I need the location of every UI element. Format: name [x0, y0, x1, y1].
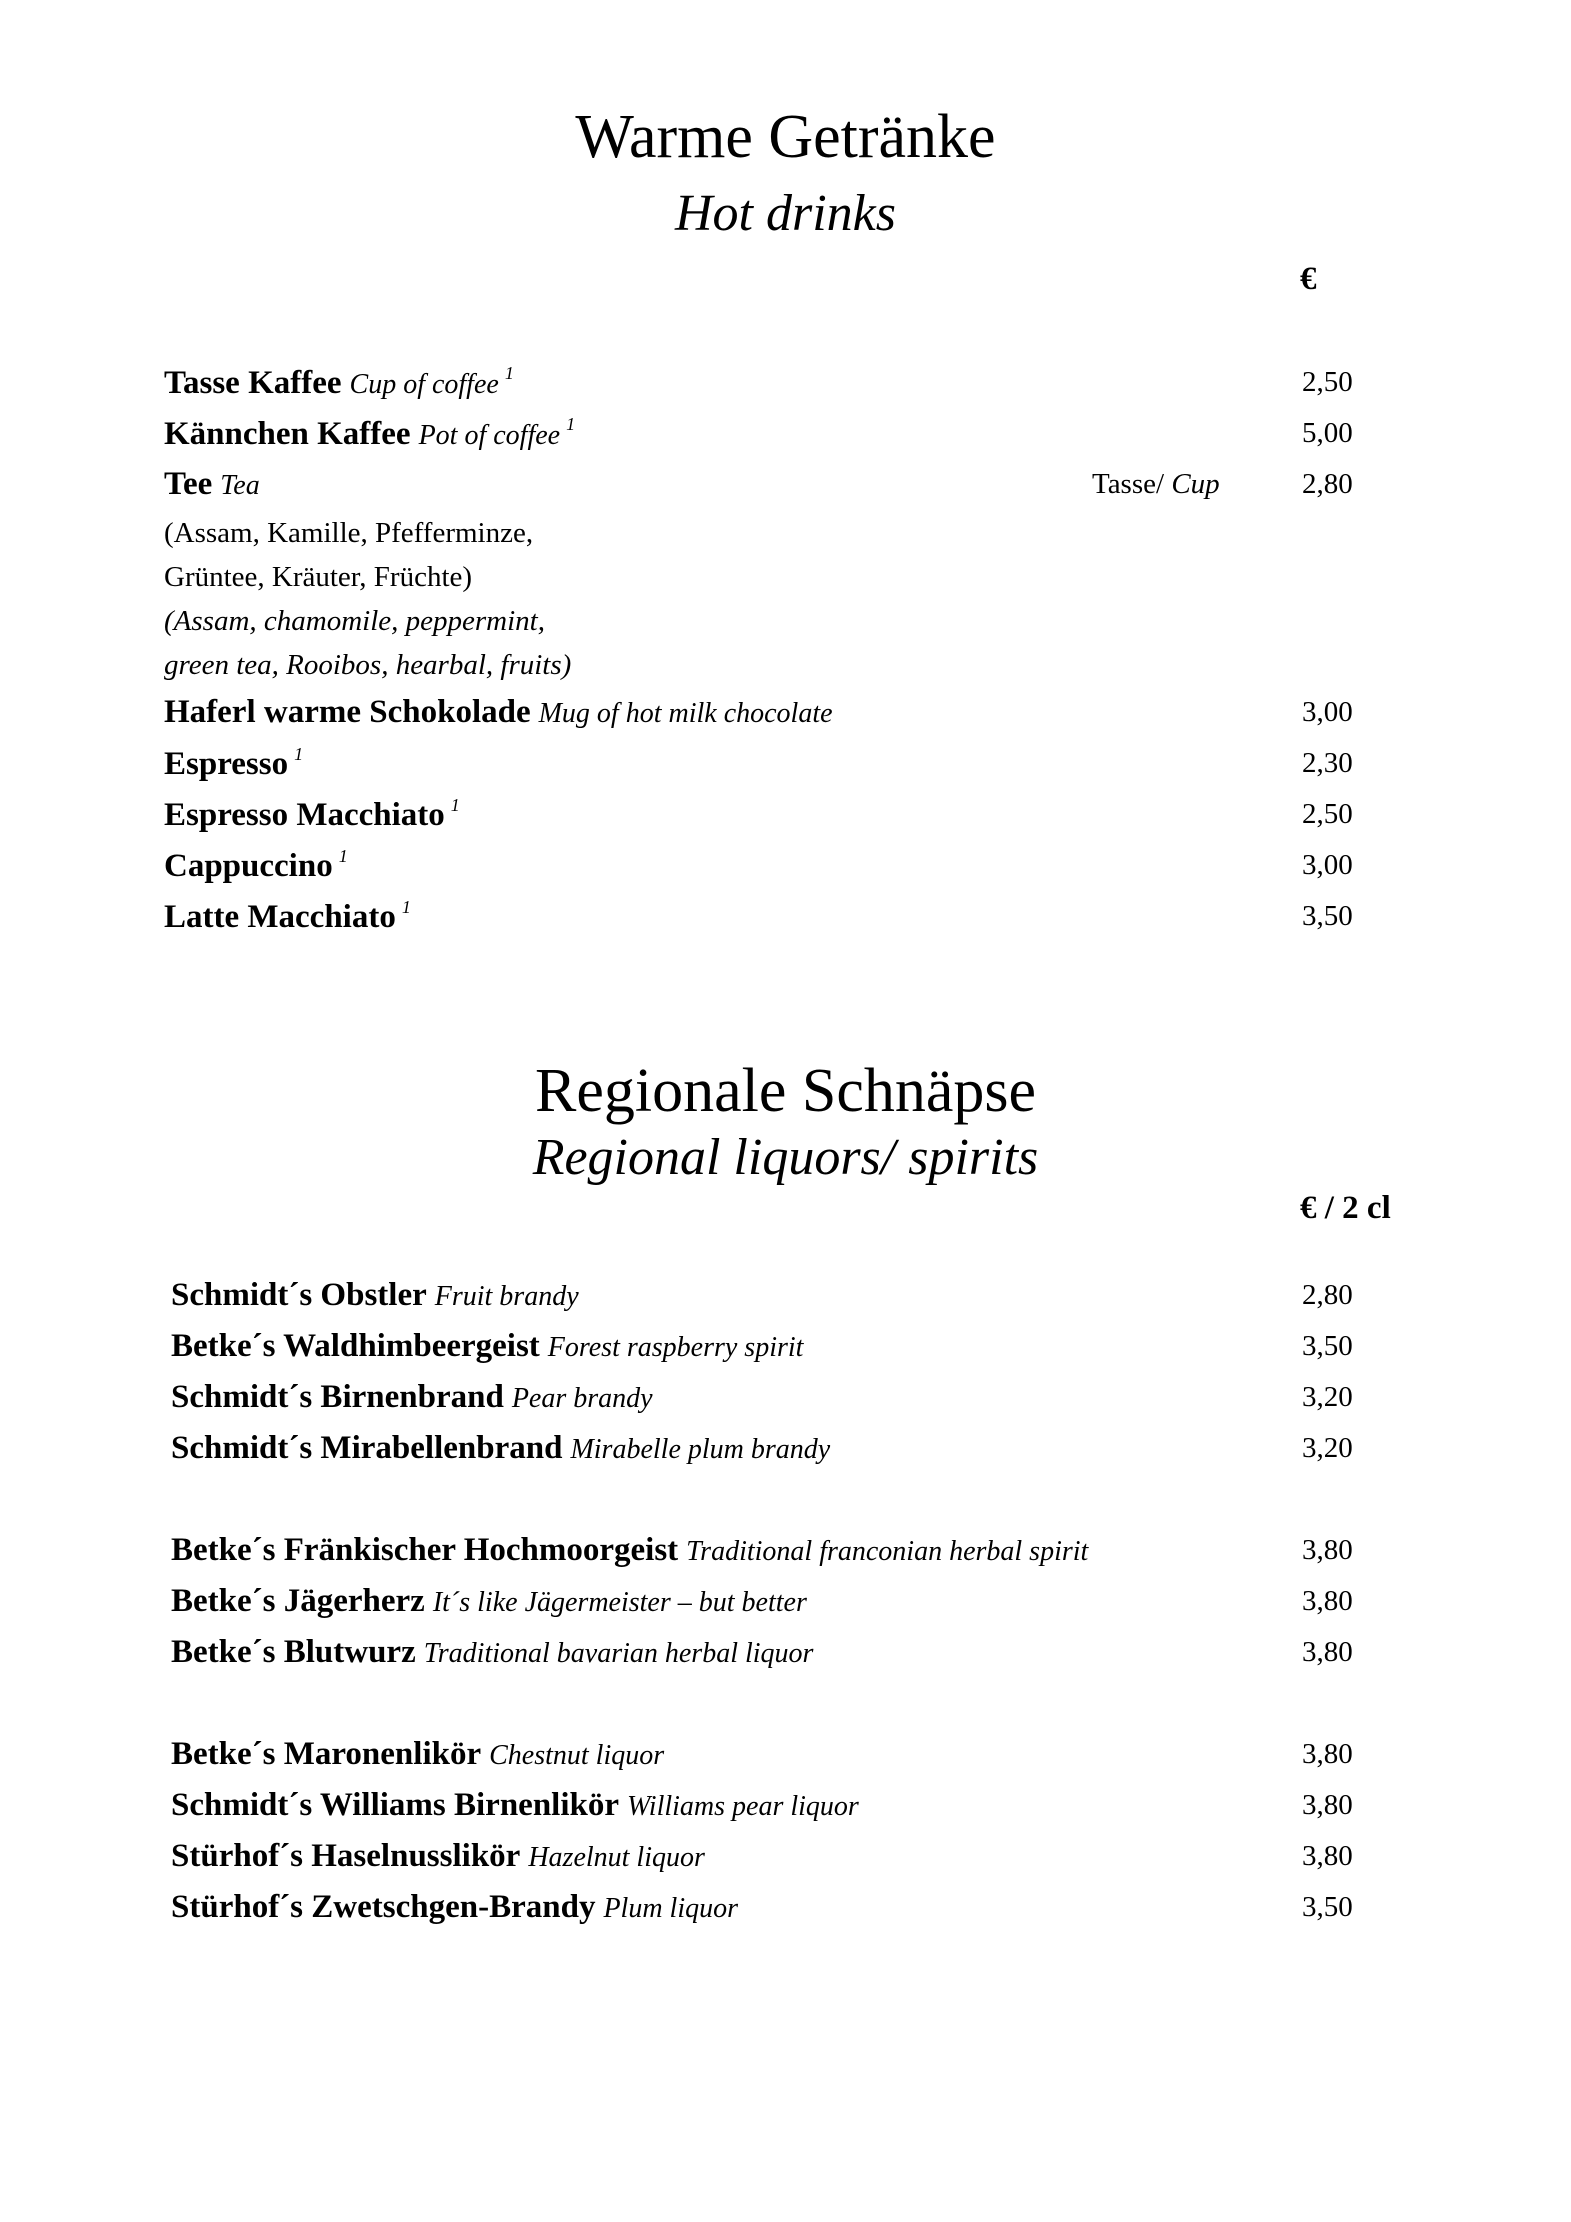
item-price: 3,80 — [1302, 1840, 1353, 1872]
footnote-marker: 1 — [401, 897, 411, 917]
item-name: Latte Macchiato — [164, 899, 396, 935]
footnote-marker: 1 — [566, 414, 576, 434]
item-name: Tee — [164, 466, 213, 502]
spirits-currency: € / 2 cl — [1300, 1190, 1391, 1226]
item-translation: Forest raspberry spirit — [547, 1332, 804, 1363]
menu-item — [0, 1840, 1571, 1884]
menu-item — [0, 1636, 1571, 1680]
hot-drinks-subtitle: Hot drinks — [675, 185, 896, 242]
item-name: Espresso — [164, 746, 289, 782]
tea-varieties-en: (Assam, chamomile, peppermint, — [164, 605, 545, 637]
item-translation: Pear brandy — [511, 1383, 653, 1414]
menu-item — [0, 744, 1571, 791]
spirits-title: Regionale Schnäpse — [534, 1057, 1037, 1125]
menu-item — [0, 696, 1571, 740]
item-price: 2,80 — [1302, 1279, 1353, 1311]
item-price: 3,80 — [1302, 1738, 1353, 1770]
item-price: 3,50 — [1302, 1891, 1353, 1923]
menu-item — [0, 1585, 1571, 1629]
item-translation: Traditional franconian herbal spirit — [686, 1536, 1089, 1567]
item-price: 3,00 — [1302, 849, 1353, 881]
footnote-marker: 1 — [294, 744, 304, 764]
item-price: 2,50 — [1302, 798, 1353, 830]
item-translation: It´s like Jägermeister – but better — [432, 1587, 807, 1618]
item-translation: Chestnut liquor — [489, 1740, 665, 1771]
menu-item — [0, 1330, 1571, 1374]
item-name: Betke´s Blutwurz — [171, 1634, 416, 1670]
hot-drinks-currency: € — [1300, 261, 1317, 297]
item-price: 2,50 — [1302, 366, 1353, 398]
item-name: Schmidt´s Mirabellenbrand — [171, 1430, 563, 1466]
item-name: Betke´s Maronenlikör — [171, 1736, 482, 1772]
footnote-marker: 1 — [338, 846, 348, 866]
menu-item — [0, 1432, 1571, 1476]
spirits-subtitle: Regional liquors/ spirits — [532, 1129, 1039, 1186]
item-translation: Pot of coffee — [418, 420, 561, 451]
item-price: 3,80 — [1302, 1585, 1353, 1617]
tea-varieties-de: Grüntee, Kräuter, Früchte) — [164, 561, 473, 593]
menu-item — [0, 795, 1571, 842]
item-translation: Mug of hot milk chocolate — [538, 698, 833, 729]
item-name: Stürhof´s Haselnusslikör — [171, 1838, 521, 1874]
item-translation: Williams pear liquor — [627, 1791, 859, 1822]
item-translation: Plum liquor — [603, 1893, 739, 1924]
item-name: Schmidt´s Williams Birnenlikör — [171, 1787, 620, 1823]
item-translation: Fruit brandy — [434, 1281, 579, 1312]
menu-item — [0, 1381, 1571, 1425]
item-price: 2,30 — [1302, 747, 1353, 779]
menu-item — [0, 468, 1571, 512]
item-name: Betke´s Jägerherz — [171, 1583, 425, 1619]
menu-item — [0, 1738, 1571, 1782]
menu-item — [0, 363, 1571, 410]
item-name: Betke´s Fränkischer Hochmoorgeist — [171, 1532, 679, 1568]
item-price: 3,50 — [1302, 1330, 1353, 1362]
item-price: 3,80 — [1302, 1636, 1353, 1668]
hot-drinks-title: Warme Getränke — [575, 103, 996, 171]
menu-item — [0, 897, 1571, 944]
item-price: 3,80 — [1302, 1789, 1353, 1821]
item-price: 5,00 — [1302, 417, 1353, 449]
item-name: Cappuccino — [164, 848, 333, 884]
item-translation: Mirabelle plum brandy — [570, 1434, 831, 1465]
item-translation: Hazelnut liquor — [528, 1842, 705, 1873]
item-name: Schmidt´s Obstler — [171, 1277, 427, 1313]
menu-item — [0, 846, 1571, 893]
item-name: Betke´s Waldhimbeergeist — [171, 1328, 540, 1364]
item-price: 3,00 — [1302, 696, 1353, 728]
menu-item — [0, 414, 1571, 461]
item-name: Stürhof´s Zwetschgen-Brandy — [171, 1889, 596, 1925]
footnote-marker: 1 — [504, 363, 514, 383]
item-name: Espresso Macchiato — [164, 797, 445, 833]
tea-varieties-de: (Assam, Kamille, Pfefferminze, — [164, 517, 534, 549]
item-translation: Cup of coffee — [349, 369, 499, 400]
item-name: Tasse Kaffee — [164, 365, 342, 401]
item-price: 3,80 — [1302, 1534, 1353, 1566]
tea-varieties-en: green tea, Rooibos, hearbal, fruits) — [164, 649, 572, 681]
item-name: Kännchen Kaffee — [164, 416, 411, 452]
item-price: 2,80 — [1302, 468, 1353, 500]
item-name: Schmidt´s Birnenbrand — [171, 1379, 504, 1415]
serving-size: Tasse/ Cup — [1092, 468, 1220, 500]
menu-item — [0, 1279, 1571, 1323]
item-price: 3,20 — [1302, 1432, 1353, 1464]
item-price: 3,50 — [1302, 900, 1353, 932]
footnote-marker: 1 — [450, 795, 460, 815]
menu-item — [0, 1534, 1571, 1578]
item-name: Haferl warme Schokolade — [164, 694, 531, 730]
item-translation: Tea — [220, 470, 260, 501]
menu-item — [0, 1789, 1571, 1833]
item-price: 3,20 — [1302, 1381, 1353, 1413]
item-translation: Traditional bavarian herbal liquor — [423, 1638, 814, 1669]
menu-item — [0, 1891, 1571, 1935]
